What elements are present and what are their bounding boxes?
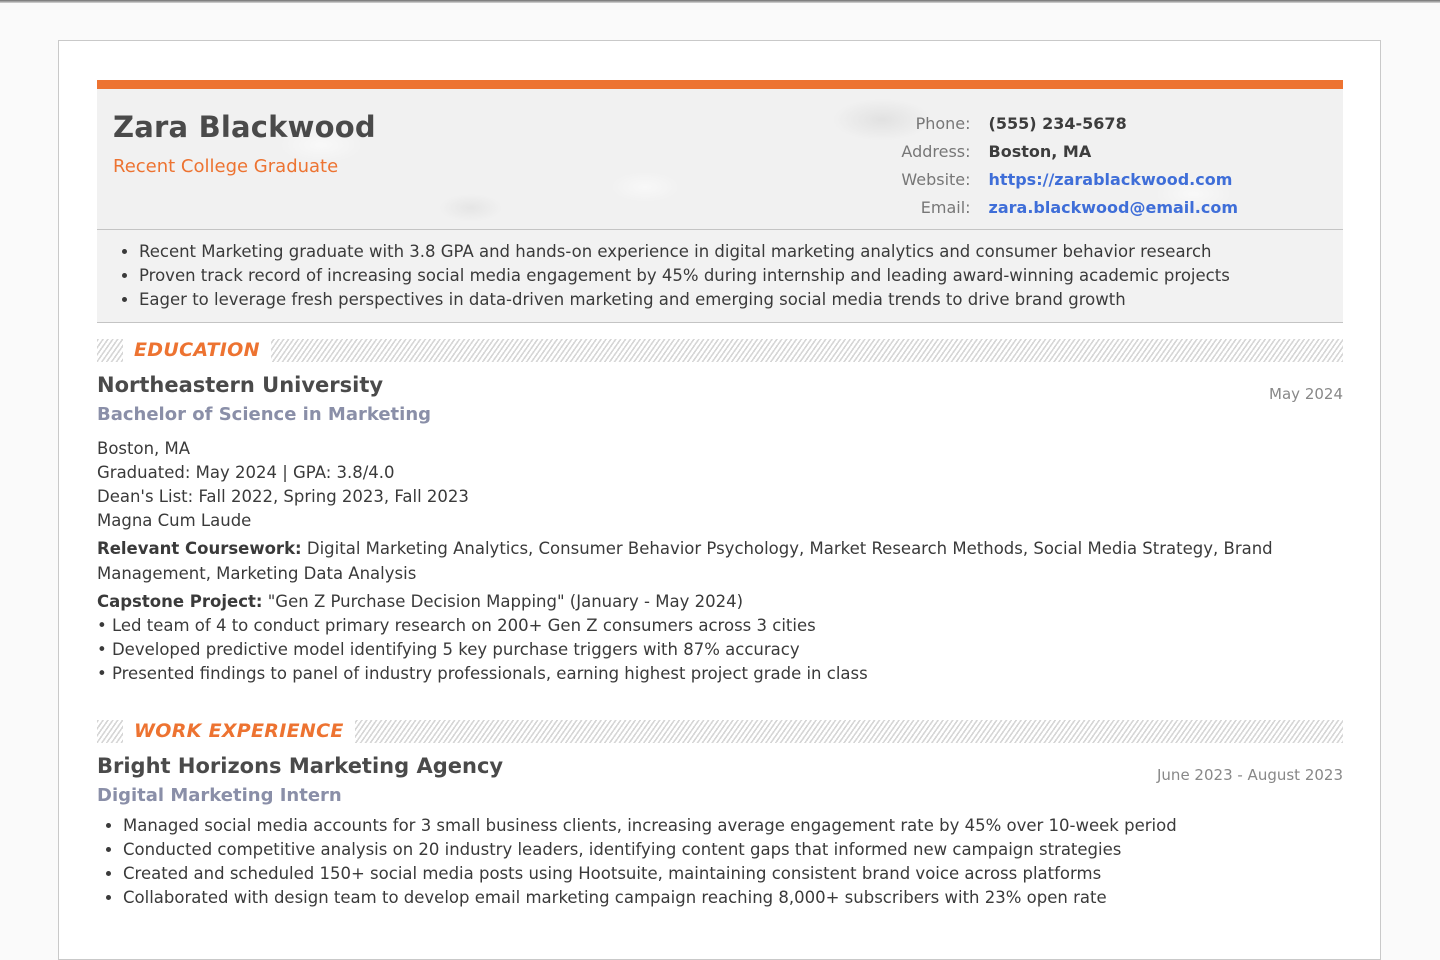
summary-list <box>97 240 1343 312</box>
candidate-name: Zara Blackwood <box>113 110 376 144</box>
capstone-paragraph <box>97 589 1343 614</box>
capstone-bullet: • Developed predictive model identifying 5 key purchase triggers with 87% accuracy <box>97 640 800 659</box>
education-details <box>97 437 1343 533</box>
education-section-title: EDUCATION <box>123 337 271 363</box>
coursework-text: Digital Marketing Analytics, Consumer Behavior Psychology, Market Research Methods, Social Media Strategy, Brand Management, Marketing Data Analysis <box>97 539 1273 583</box>
experience-section-title: WORK EXPERIENCE <box>123 718 355 744</box>
experience-bullet: • Collaborated with design team to develop email marketing campaign reaching 8,000+ subscribers with 23% open rate <box>123 886 1343 910</box>
experience-entry <box>97 752 1343 910</box>
resume-content <box>97 80 1343 910</box>
contact-label: Phone: <box>915 114 971 133</box>
address-value: Boston, MA <box>988 142 1092 161</box>
resume-header <box>97 89 1343 230</box>
header-accent-bar <box>97 80 1343 89</box>
company-name: Bright Horizons Marketing Agency <box>97 754 504 778</box>
education-detail-line: Boston, MA <box>97 439 191 458</box>
summary-item: • Recent Marketing graduate with 3.8 GPA and hands-on experience in digital marketing analytics and consumer behavior research <box>139 240 1343 264</box>
education-section-header <box>97 339 1343 362</box>
coursework-paragraph <box>97 536 1343 586</box>
contact-website <box>869 166 1238 194</box>
contact-address <box>869 138 1238 166</box>
capstone-bullet: • Led team of 4 to conduct primary research on 200+ Gen Z consumers across 3 cities <box>97 616 816 635</box>
contact-label: Address: <box>901 142 971 161</box>
coursework-label: Relevant Coursework: <box>97 539 302 558</box>
resume-page <box>58 40 1381 960</box>
contact-email <box>869 194 1238 222</box>
experience-bullet: • Created and scheduled 150+ social media posts using Hootsuite, maintaining consistent brand voice across platforms <box>123 862 1343 886</box>
candidate-subtitle: Recent College Graduate <box>113 156 339 177</box>
contact-info <box>869 110 1238 222</box>
summary-item: • Eager to leverage fresh perspectives in data-driven marketing and emerging social media trends to drive brand growth <box>139 288 1343 312</box>
experience-bullet: • Conducted competitive analysis on 20 industry leaders, identifying content gaps that informed new campaign strategies <box>123 838 1343 862</box>
capstone-text: "Gen Z Purchase Decision Mapping" (January - May 2024) <box>262 592 744 611</box>
summary-item: • Proven track record of increasing social media engagement by 45% during internship and leading award-winning academic projects <box>139 264 1343 288</box>
experience-section-header <box>97 720 1343 743</box>
summary-section <box>97 230 1343 323</box>
experience-bullet: • Managed social media accounts for 3 small business clients, increasing average engagement rate by 45% over 10-week period <box>123 814 1343 838</box>
capstone-bullets <box>97 614 1343 686</box>
experience-bullets <box>97 814 1343 910</box>
experience-date: June 2023 - August 2023 <box>1157 766 1343 784</box>
capstone-bullet: • Presented findings to panel of industry professionals, earning highest project grade in class <box>97 664 868 683</box>
education-detail-line: Magna Cum Laude <box>97 511 252 530</box>
education-entry <box>97 371 1343 686</box>
education-date: May 2024 <box>1269 385 1343 403</box>
contact-phone <box>869 110 1238 138</box>
email-link[interactable]: zara.blackwood@email.com <box>988 198 1238 217</box>
school-name: Northeastern University <box>97 373 384 397</box>
degree-name: Bachelor of Science in Marketing <box>97 404 432 425</box>
job-title: Digital Marketing Intern <box>97 785 342 806</box>
website-link[interactable]: https://zarablackwood.com <box>988 170 1233 189</box>
education-detail-line: Dean's List: Fall 2022, Spring 2023, Fall 2023 <box>97 487 469 506</box>
education-detail-line: Graduated: May 2024 | GPA: 3.8/4.0 <box>97 463 395 482</box>
phone-value: (555) 234-5678 <box>988 114 1127 133</box>
contact-label: Email: <box>920 198 971 217</box>
contact-label: Website: <box>901 170 971 189</box>
capstone-label: Capstone Project: <box>97 592 263 611</box>
window-top-shadow <box>0 0 1440 3</box>
